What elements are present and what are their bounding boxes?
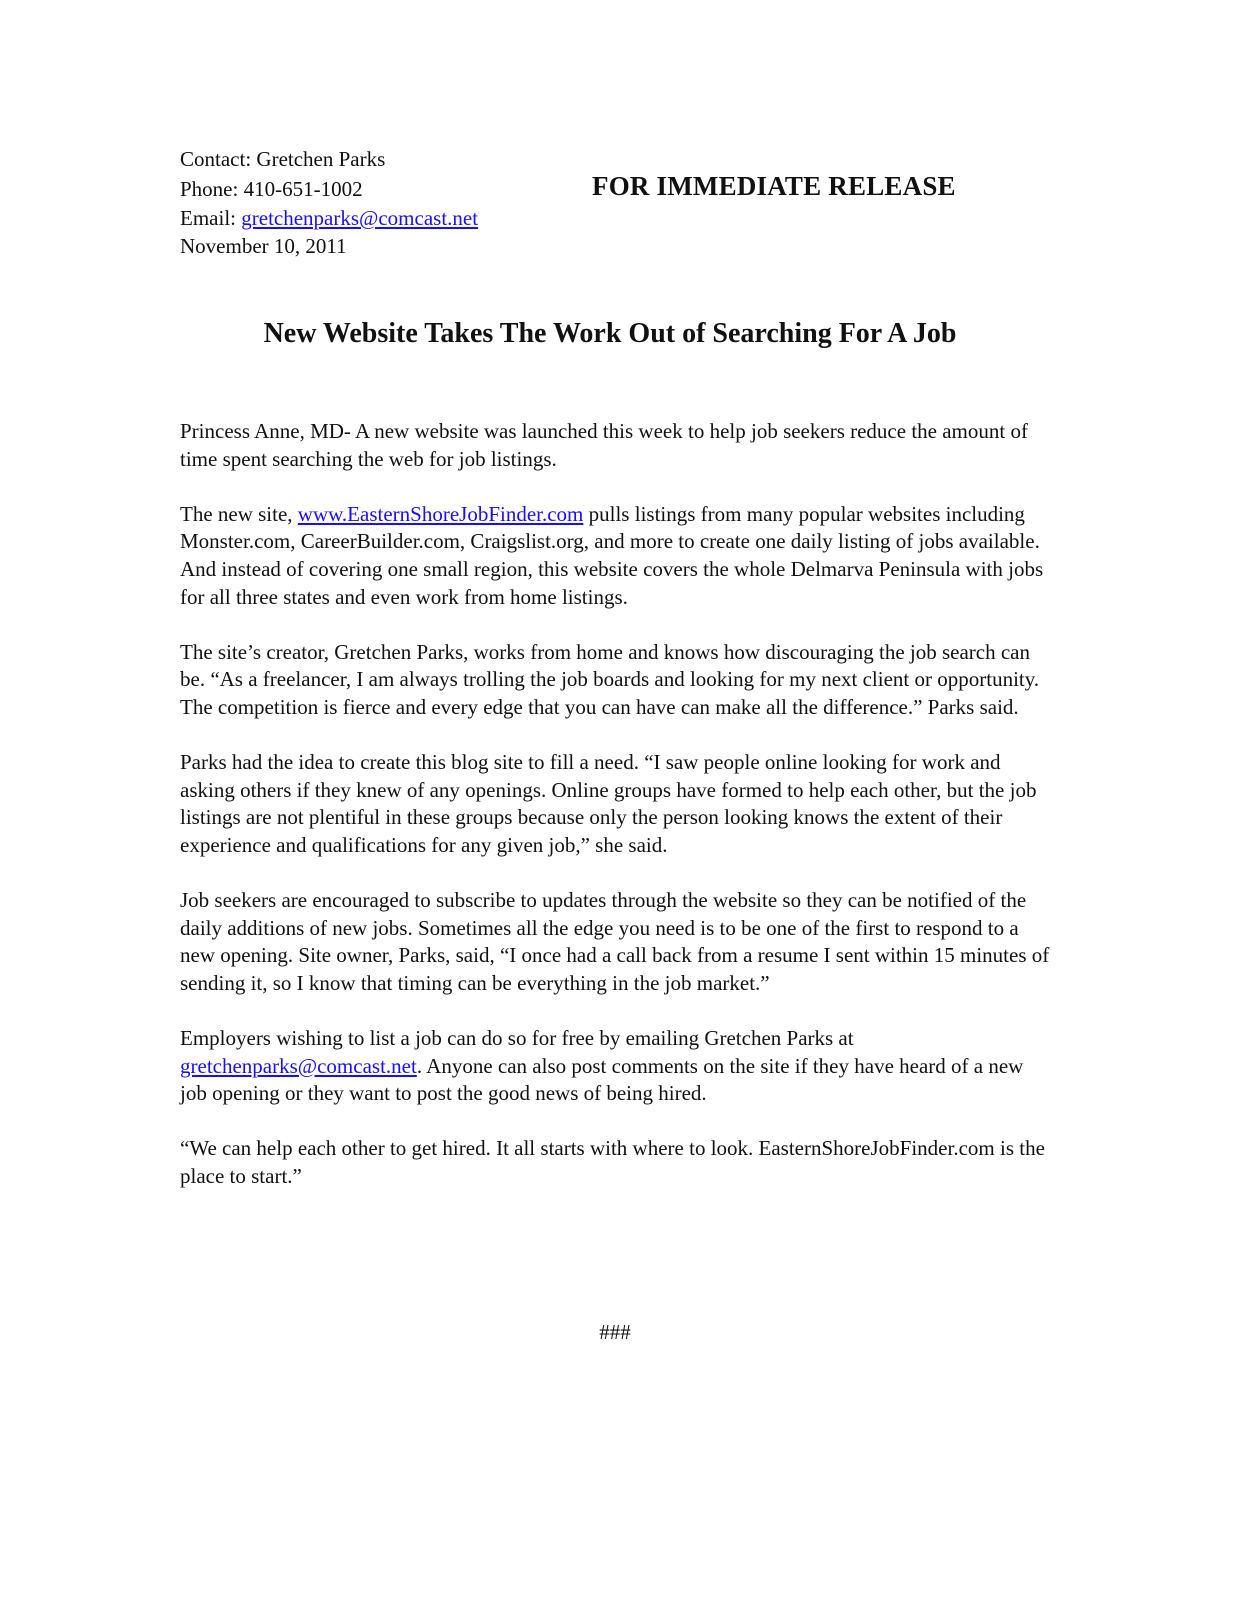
end-mark: ### [599, 1320, 631, 1344]
contact-name: Gretchen Parks [256, 147, 386, 171]
email-line [180, 204, 478, 232]
contact-email-link[interactable]: gretchenparks@comcast.net [241, 206, 479, 230]
paragraph-2-start: The new site, [180, 501, 298, 526]
contact-block [180, 144, 478, 260]
headline: New Website Takes The Work Out of Searching For A Job [263, 318, 957, 349]
paragraph-4: Parks had the idea to create this blog site to fill a need. “I saw people online looking for work and asking others if they knew of any openings. Online groups have formed to help each other, but the job listings are not plentiful in these groups because only the person looking knows the extent of their experience and qualifications for any given job,” she said. [180, 750, 1037, 857]
release-date: November 10, 2011 [180, 234, 347, 258]
paragraph-3: The site’s creator, Gretchen Parks, works from home and knows how discouraging the job search can be. “As a freelancer, I am always trolling the job boards and looking for my next client or opportunity. The competition is fierce and every edge that you can have can make all the difference.” Parks said. [180, 639, 1040, 719]
paragraph-1: Princess Anne, MD- A new website was launched this week to help job seekers reduce the amount of time spent searching the web for job listings. [180, 419, 1028, 471]
email-label: Email: [180, 206, 236, 230]
paragraph-2-end: pulls listings from many popular websites including Monster.com, CareerBuilder.com, Craigslist.org, and more to create one daily listing of jobs available. And instead of covering one small region, this website covers the whole Delmarva Peninsula with jobs for all three states and even work from home listings. [180, 501, 1044, 609]
phone-line [180, 174, 478, 204]
employer-email-link[interactable]: gretchenparks@comcast.net [180, 1053, 417, 1078]
paragraph-2 [180, 501, 1050, 611]
release-label: FOR IMMEDIATE RELEASE [592, 171, 956, 201]
contact-name-line [180, 144, 478, 174]
contact-label: Contact: [180, 147, 252, 171]
phone-number: 410-651-1002 [243, 177, 363, 201]
paragraph-5: Job seekers are encouraged to subscribe to updates through the website so they can be notified of the daily additions of new jobs. Sometimes all the edge you need is to be one of the first to respond to a new opening. Site owner, Parks, said, “I once had a call back from a resume I sent within 15 minutes of sending it, so I know that timing can be everything in the job market.” [180, 888, 1050, 995]
phone-label: Phone: [180, 177, 239, 201]
article-body [180, 418, 1050, 1218]
website-link[interactable]: www.EasternShoreJobFinder.com [297, 501, 584, 526]
paragraph-6-end: . Anyone can also post comments on the site if they have heard of a new job opening or they want to post the good news of being hired. [180, 1053, 1024, 1106]
paragraph-7: “We can help each other to get hired. It all starts with where to look. EasternShoreJobFinder.com is the place to start.” [180, 1136, 1045, 1189]
paragraph-6-start: Employers wishing to list a job can do so for free by emailing Gretchen Parks at [180, 1026, 854, 1051]
paragraph-6 [180, 1025, 1050, 1108]
